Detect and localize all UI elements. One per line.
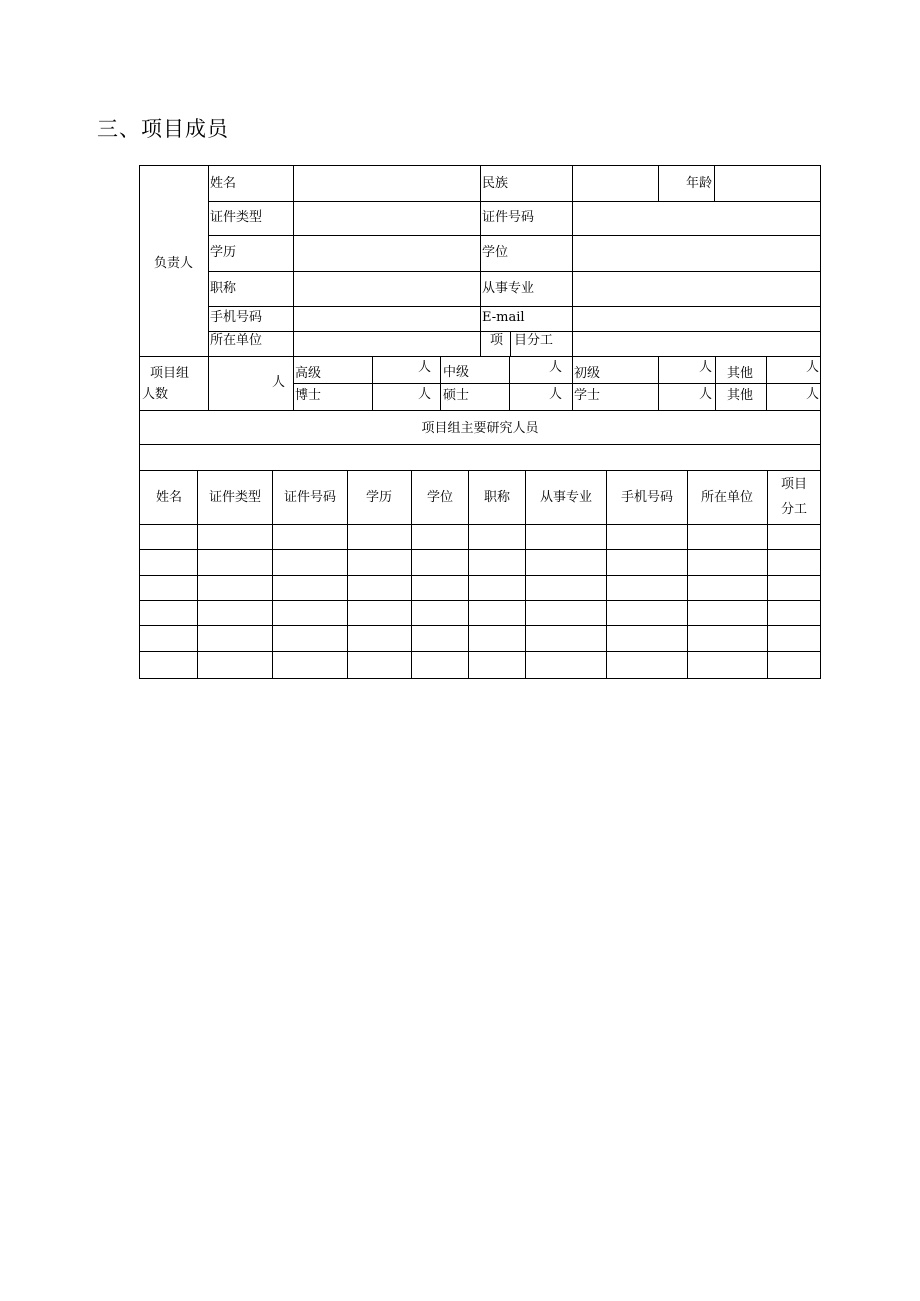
grid-line [272, 470, 273, 679]
grid-line [208, 166, 209, 410]
grid-line [572, 166, 573, 410]
col-header-role-line1: 项目 [780, 477, 808, 492]
grid-line [208, 331, 821, 332]
grid-line [714, 166, 715, 201]
leader-row-label: 负责人 [154, 256, 194, 271]
senior-label: 高级 [295, 366, 322, 381]
junior-unit: 人 [699, 360, 713, 375]
col-header-org: 所在单位 [700, 490, 754, 505]
grid-line [293, 383, 821, 384]
grid-line [140, 444, 821, 445]
role-label-part1: 项 [490, 333, 504, 348]
col-header-degree: 学位 [426, 490, 454, 505]
grid-line [140, 625, 821, 626]
grid-line [208, 235, 821, 236]
grid-line [140, 575, 821, 576]
other-label-2: 其他 [727, 388, 754, 403]
group-size-label-line2: 人数 [142, 387, 169, 402]
master-unit: 人 [549, 387, 563, 402]
org-label: 所在单位 [210, 333, 263, 348]
col-header-title: 职称 [483, 490, 511, 505]
degree-label: 学位 [482, 245, 509, 260]
age-label: 年龄 [686, 176, 713, 191]
grid-line [687, 470, 688, 679]
grid-line [658, 166, 659, 201]
grid-line [140, 410, 821, 411]
phone-label: 手机号码 [210, 310, 263, 325]
title-label: 职称 [210, 281, 237, 296]
grid-line [140, 356, 821, 357]
grid-line [208, 306, 821, 307]
id-type-label: 证件类型 [210, 210, 263, 225]
grid-line [197, 470, 198, 679]
group-size-label-line1: 项目组 [150, 366, 190, 381]
col-header-id-number: 证件号码 [283, 490, 337, 505]
doctor-unit: 人 [418, 387, 432, 402]
col-header-id-type: 证件类型 [208, 490, 262, 505]
col-header-education: 学历 [365, 490, 393, 505]
grid-line [140, 651, 821, 652]
col-header-name: 姓名 [155, 490, 183, 505]
members-form-table [139, 165, 821, 679]
education-label: 学历 [210, 245, 237, 260]
grid-line [347, 470, 348, 679]
bachelor-label: 学士 [574, 388, 601, 403]
other-label-1: 其他 [727, 366, 754, 381]
col-header-phone: 手机号码 [620, 490, 674, 505]
role-label-part2: 目分工 [514, 333, 554, 348]
grid-line [767, 470, 768, 679]
major-label: 从事专业 [482, 281, 535, 296]
grid-line [411, 470, 412, 679]
other-unit-2: 人 [806, 387, 820, 402]
grid-line [525, 470, 526, 679]
grid-line [510, 331, 511, 356]
grid-line [606, 470, 607, 679]
senior-unit: 人 [418, 360, 432, 375]
master-label: 硕士 [443, 388, 470, 403]
grid-line [140, 549, 821, 550]
grid-line [140, 600, 821, 601]
ethnicity-label: 民族 [482, 176, 509, 191]
bachelor-unit: 人 [699, 387, 713, 402]
members-section-title: 项目组主要研究人员 [421, 421, 539, 436]
grid-line [208, 201, 821, 202]
email-label: E-mail [482, 310, 525, 325]
grid-line [468, 470, 469, 679]
col-header-major: 从事专业 [539, 490, 593, 505]
junior-label: 初级 [574, 366, 601, 381]
mid-unit: 人 [549, 360, 563, 375]
grid-line [480, 166, 481, 356]
grid-line [208, 271, 821, 272]
grid-line [140, 524, 821, 525]
section-heading: 三、项目成员 [97, 117, 229, 141]
other-unit-1: 人 [806, 360, 820, 375]
mid-label: 中级 [443, 365, 470, 380]
grid-line [293, 166, 294, 410]
id-number-label: 证件号码 [482, 210, 535, 225]
col-header-role-line2: 分工 [780, 502, 808, 517]
doctor-label: 博士 [295, 388, 322, 403]
grid-line [140, 470, 821, 471]
name-label: 姓名 [210, 176, 237, 191]
group-total-unit: 人 [272, 375, 286, 390]
